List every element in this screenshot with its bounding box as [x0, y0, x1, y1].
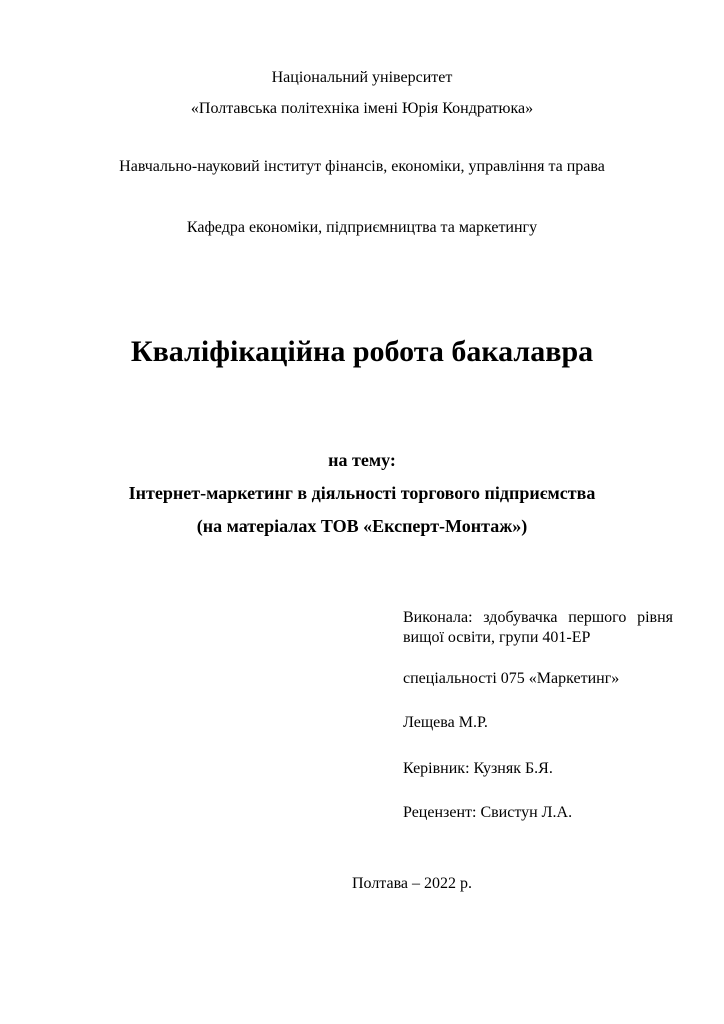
reviewer: Рецензент: Свистун Л.А. — [403, 804, 573, 821]
specialty: спеціальності 075 «Маркетинг» — [403, 670, 620, 687]
topic-line1: Інтернет-маркетинг в діяльності торгового підприємства — [128, 483, 596, 503]
document-title: Кваліфікаційна робота бакалавра — [130, 335, 594, 368]
university-name-line1: Національний університет — [271, 69, 453, 86]
supervisor: Керівник: Кузняк Б.Я. — [403, 760, 553, 777]
university-name-line2: «Полтавська політехніка імені Юрія Кондратюка» — [190, 100, 534, 117]
topic-label: на тему: — [328, 450, 396, 470]
student-name: Лещева М.Р. — [403, 714, 488, 731]
performed-by: Виконала: здобувачка першого рівня вищої освіти, групи 401-ЕР — [403, 609, 673, 646]
department-name: Кафедра економіки, підприємництва та маркетингу — [186, 219, 538, 236]
topic-line2: (на матеріалах ТОВ «Експерт-Монтаж») — [196, 516, 528, 536]
city-year: Полтава – 2022 р. — [351, 875, 473, 892]
institute-name: Навчально-науковий інститут фінансів, економіки, управління та права — [119, 158, 605, 175]
